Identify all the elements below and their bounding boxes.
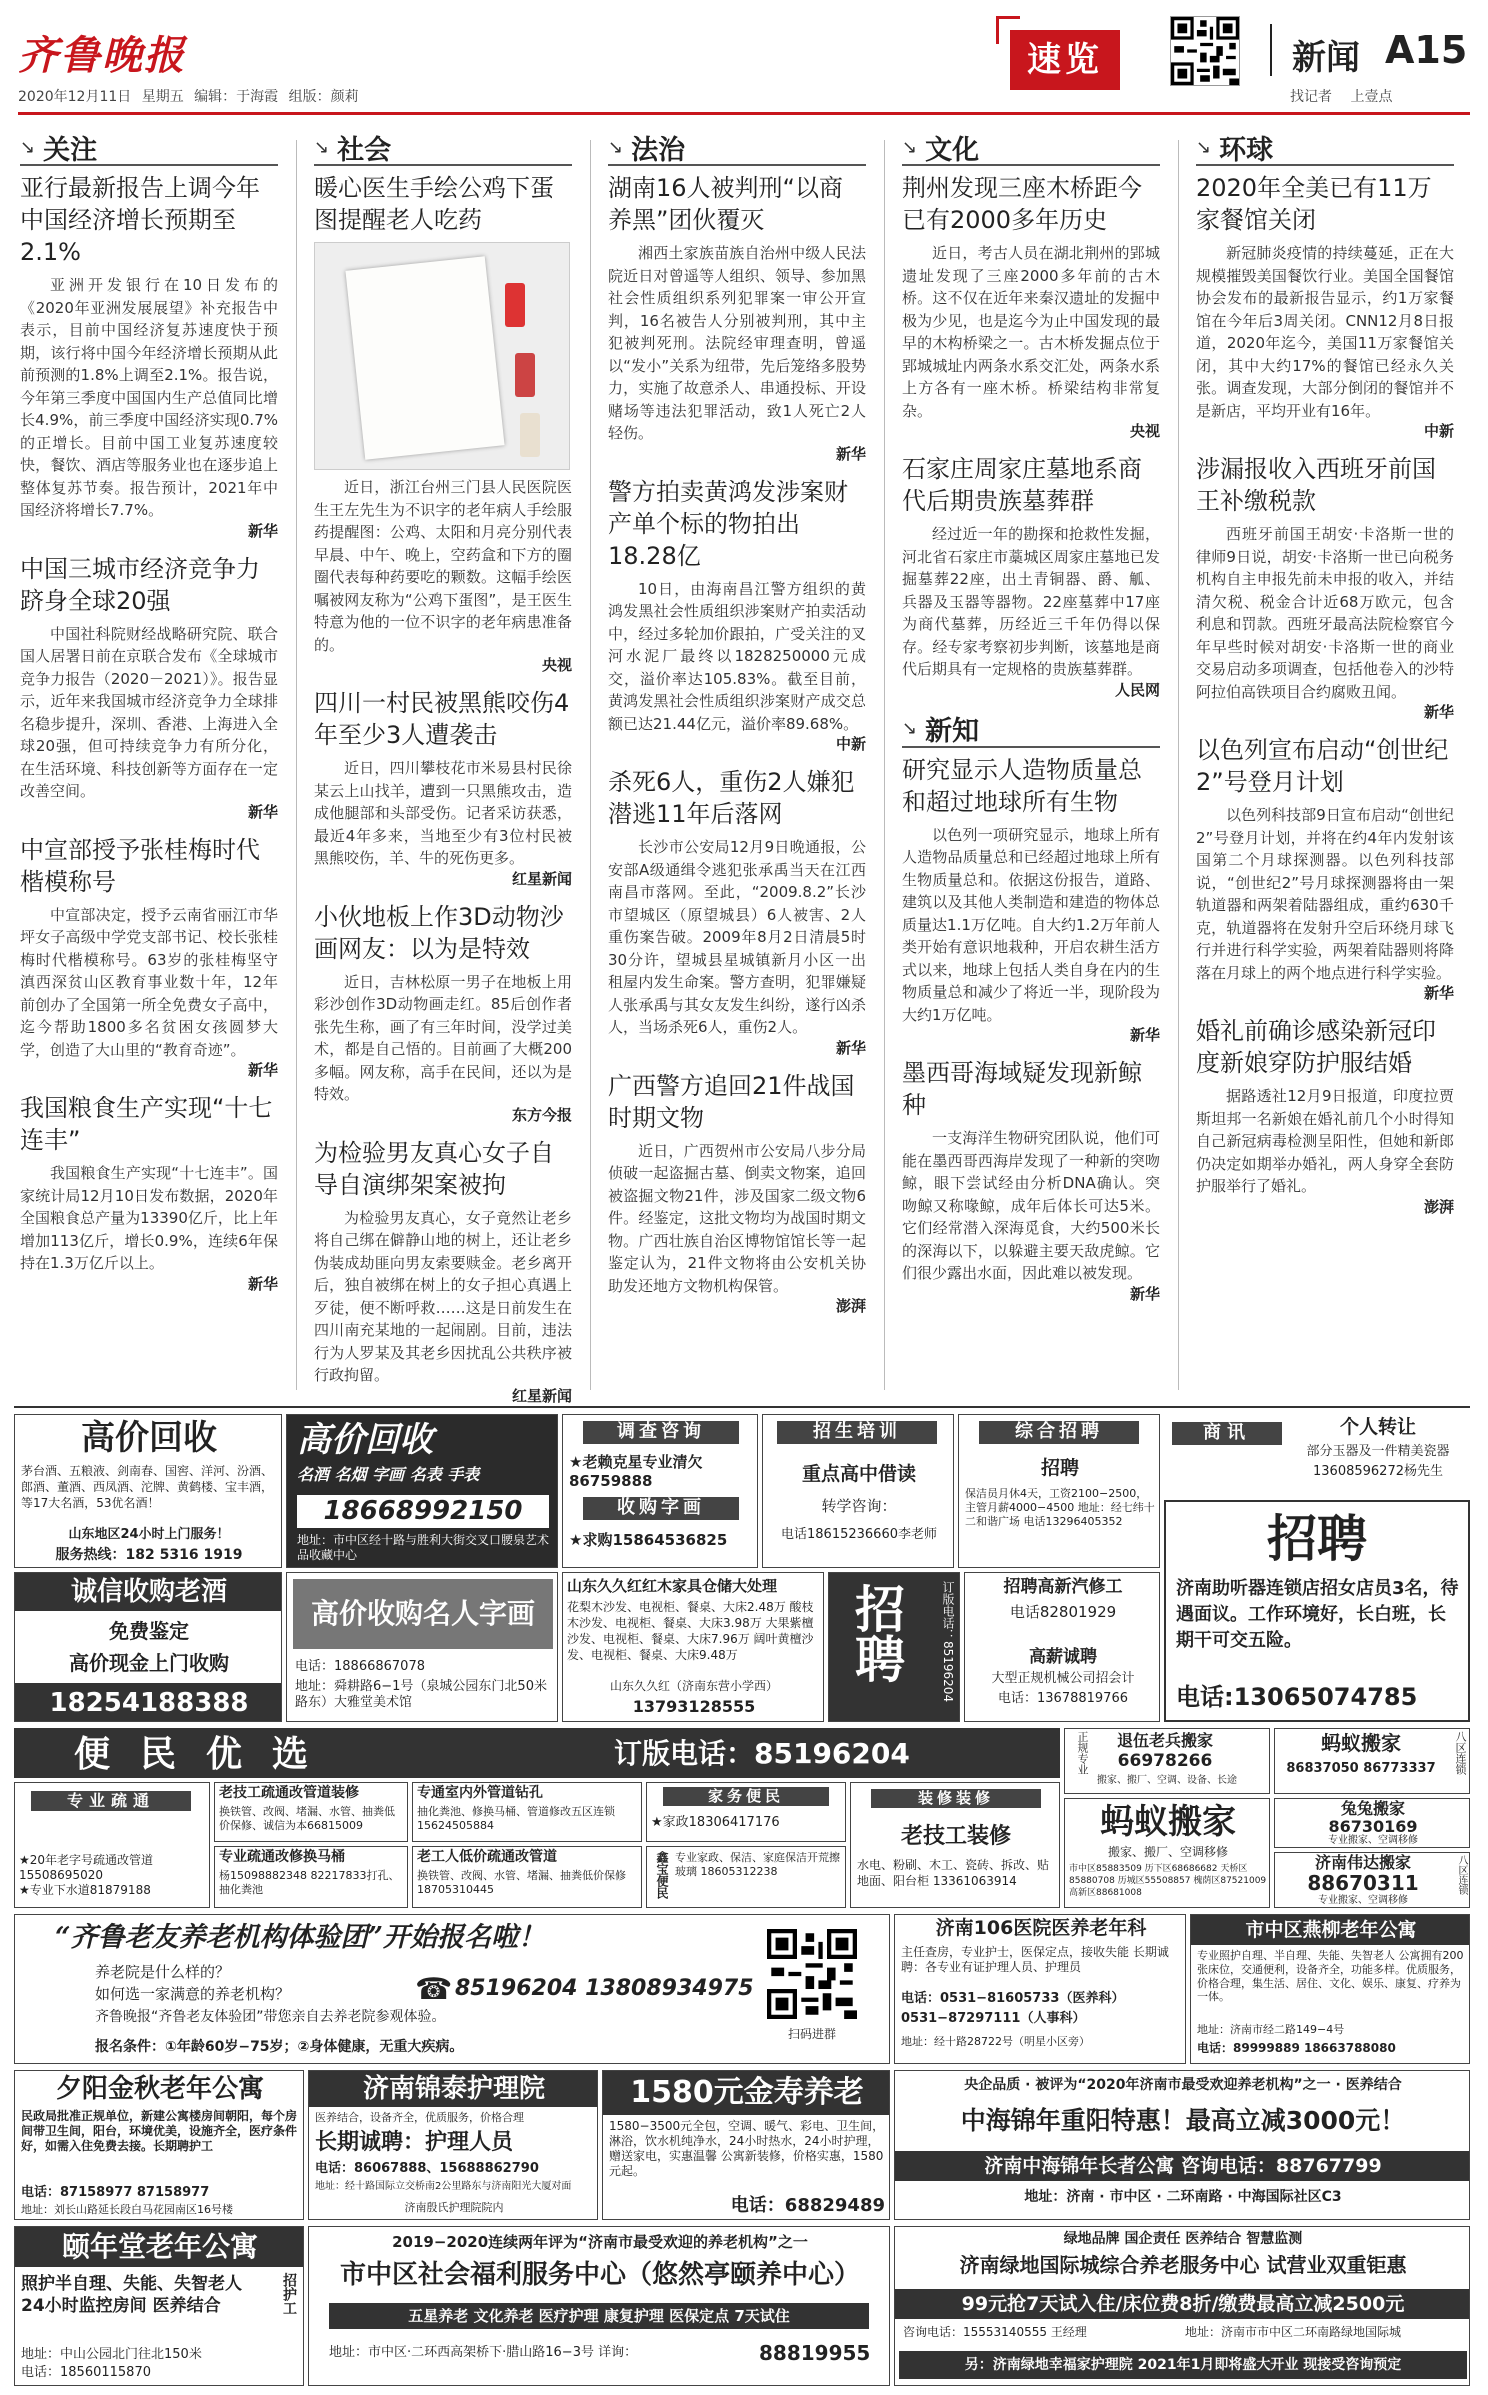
article-source: 新华 (1423, 703, 1454, 721)
article-title: 湖南16人被判刑“以商养黑”团伙覆灭 (608, 174, 843, 234)
ad-line: 养老院是什么样的？ (95, 1963, 231, 1981)
ad-phone: 13608596272杨先生 (1313, 1464, 1443, 1479)
article-source: 央视 (1129, 422, 1160, 440)
ad-label: 家务便民 (663, 1787, 829, 1806)
article-title: 以色列宣布启动“创世纪2”号登月计划 (1196, 736, 1449, 796)
section-header (20, 130, 278, 166)
ad-badge: 招聘 (847, 1583, 905, 1683)
ad-head: 招聘高新汽修工 (1003, 1577, 1123, 1597)
section-header (902, 130, 1160, 166)
article-body: 为检验男友真心，女子竟然让老乡将自己绑在僻静山地的树上，还让老乡伪装成劫匪向男友索要赎金。老乡离开后，独自被绑在树上的女子担心真遇上歹徒，便不断呼救……这是日前发生在四川南充某地的一起闹剧。目前，违法行为人罗某及其老乡因扰乱公共秩序被行政拘留。 (314, 1208, 572, 1384)
designer: 组版：颜莉 (288, 89, 359, 105)
ad-head: 招聘 (1267, 1509, 1367, 1568)
article[interactable] (314, 1137, 572, 1406)
article-source: 新华 (1129, 1284, 1160, 1303)
section-header (608, 130, 866, 166)
ad-addr: 地址：市中区·二环西高架桥下·腊山路16−3号 详询： (329, 2345, 638, 2360)
article-title: 中宣部授予张桂梅时代楷模称号 (20, 835, 260, 896)
issue-date: 2020年12月11日 (18, 89, 132, 105)
ad-line: ★求购15864536825 (569, 1531, 728, 1549)
ad-phone: 订版电话：85196204 (614, 1737, 910, 1770)
ad-tag: 八区连锁 (1456, 1855, 1467, 1895)
ad-addr: 地址：济南市经二路149−4号 (1197, 2023, 1345, 2036)
ad-phone: 18668992150 (297, 1495, 549, 1528)
ad-line: 99元抢7天试入住/床位费8折/缴费最高立减2500元 (895, 2289, 1470, 2319)
article-source: 中新 (1423, 422, 1454, 440)
section-title: 法治 (631, 134, 686, 166)
ad-title: 专通室内外管道钻孔 (417, 1785, 543, 1801)
ad-title: 老技工装修 (900, 1824, 1011, 1849)
arrow-icon: ↘ (1196, 136, 1212, 158)
ad-repair-2[interactable] (412, 1782, 642, 1842)
header-info (18, 86, 359, 106)
ad-body: 保洁员月休4天，工资2100−2500，主管月薪4000−4500 地址：经七纬十二和谐广场 电话13296405352 (965, 1487, 1155, 1528)
ad-banner-convenience[interactable] (14, 1728, 1060, 1778)
article[interactable] (608, 766, 866, 1058)
ad-body: 大型正规机械公司招会计 (991, 1671, 1135, 1686)
article-title: 为检验男友真心女子自导自演绑架案被拘 (314, 1138, 554, 1199)
ad-line: 绿地品牌 国企责任 医养结合 智慧监测 (1063, 2231, 1303, 2247)
medicine-box-image (520, 413, 540, 457)
ad-head: 招聘 (1040, 1457, 1079, 1479)
ad-phone: 咨询电话：15553140555 王经理 (903, 2325, 1087, 2339)
medicine-chart-photo (314, 242, 570, 470)
ad-items: 五星养老 文化养老 医疗护理 康复护理 医保定点 7天试住 (329, 2303, 869, 2329)
article[interactable] (20, 553, 278, 822)
ad-label: 综合招聘 (979, 1421, 1139, 1444)
article[interactable] (314, 687, 572, 889)
ad-title: 济南锦泰护理院 (309, 2071, 598, 2107)
ad-jintai-nursing[interactable] (308, 2070, 598, 2220)
article-title: 小伙地板上作3D动物沙画网友：以为是特效 (314, 902, 564, 963)
ad-auto-repair[interactable] (964, 1572, 1160, 1722)
ad-yanliu-apartment[interactable] (1190, 1914, 1470, 2064)
ad-phone: 0531−87297111（人事科） (901, 2011, 1086, 2026)
ad-xiyang-apartment[interactable] (14, 2070, 304, 2220)
article[interactable] (608, 476, 866, 755)
article-body: 中国社科院财经战略研究院、联合国人居署日前在京联合发布《全球城市竞争力报告（2020－2021）》。报告显示，近年来我国城市经济竞争力全球排名稳步提升，深圳、香港、上海进入全球20强，但可持续竞争力有所分化，在生活环境、科技创新等方面存在一定改善空间。 (20, 624, 278, 800)
article-source: 新华 (1129, 1026, 1160, 1044)
ad-phone: 电话：68829489 (730, 2195, 885, 2216)
ad-cleaning[interactable] (646, 1846, 846, 1908)
header-divider (1270, 24, 1272, 76)
ad-phone: 86730169 (1328, 1817, 1418, 1836)
article[interactable] (20, 1092, 278, 1294)
ad-recruit-badge[interactable] (828, 1572, 960, 1722)
ad-tag: 招护工 (281, 2273, 297, 2315)
article-source: 澎湃 (835, 1297, 866, 1315)
article-source: 新华 (247, 1274, 278, 1293)
ad-title: 蚂蚁搬家 (1321, 1731, 1401, 1755)
header-rule (18, 112, 1470, 115)
ad-line: 2019−2020连续两年评为“济南市最受欢迎的养老机构”之一 (392, 2233, 808, 2251)
ad-title: 市中区燕柳老年公寓 (1191, 1915, 1470, 1945)
article-source: 新华 (835, 1038, 866, 1057)
arrow-icon: ↘ (608, 136, 624, 158)
page-number: A15 (1385, 28, 1468, 72)
ad-line: 齐鲁晚报“齐鲁老友体验团”带您亲自去养老院参观体验。 (95, 2009, 446, 2025)
ad-welfare-center[interactable] (308, 2226, 890, 2386)
ad-recruit[interactable] (958, 1414, 1160, 1568)
reporter-action: 上壹点 (1350, 89, 1393, 105)
article-source: 央视 (541, 656, 572, 674)
ad-phone: 85196204 13808934975 (455, 1976, 754, 2001)
ad-phone: 88819955 (759, 2341, 871, 2365)
ad-phone: 电话：18560115870 (21, 2365, 151, 2380)
article-title: 荆州发现三座木桥距今已有2000多年历史 (902, 174, 1142, 234)
weekday: 星期五 (141, 89, 184, 105)
ad-body: 部分玉器及一件精美瓷器 (1306, 1444, 1450, 1459)
section-badge: 速览 (1010, 30, 1120, 90)
ad-title: 中海锦年重阳特惠！最高立减3000元！ (960, 2106, 1406, 2135)
article-body: 我国粮食生产实现“十七连丰”。国家统计局12月10日发布数据，2020年全国粮食总产量为13390亿斤，比上年增加113亿斤，增长0.9%，连续6年保持在1.3万亿斤以上。 (20, 1164, 278, 1272)
ad-veteran-moving[interactable] (1064, 1728, 1270, 1794)
ad-head: 高薪诚聘 (1029, 1647, 1097, 1667)
ad-school[interactable] (762, 1414, 954, 1568)
article-title: 暖心医生手绘公鸡下蛋图提醒老人吃药 (314, 174, 554, 234)
ad-title: 济南106医院医养老年科 (935, 1917, 1147, 1939)
article-title: 婚礼前确诊感染新冠印度新娘穿防护服结婚 (1196, 1017, 1436, 1077)
masthead-logo: 齐鲁晚报 (18, 32, 186, 79)
ad-title: 高价回收 (297, 1420, 433, 1460)
ad-hearing-aid-recruit[interactable] (1164, 1500, 1470, 1722)
ad-body: 专业照护自理、半自理、失能、失智老人 公寓拥有200张床位，交通便利，设备齐全，功能多样。优质服务，价格合理，集生活、居住、文化、娱乐、康复、疗养为一体。 (1197, 1949, 1464, 2004)
ad-body: 花梨木沙发、电视柜、餐桌、大床2.48万 酸枝木沙发、电视柜、餐桌、大床3.98万 大果紫檀沙发、电视柜、餐桌、大床7.96万 阔叶黄檀沙发、电视柜、餐桌、大床9.48万 (567, 1600, 814, 1662)
arrow-icon: ↘ (314, 136, 330, 158)
reporter-slogan (1290, 86, 1392, 106)
ad-body: 水电、粉刷、木工、瓷砖、拆改、贴地面、阳台柜 13361063914 (857, 1858, 1050, 1888)
column-society (308, 130, 578, 1405)
ad-phone: 88670311 (1307, 1871, 1419, 1895)
ad-old-liquor[interactable] (14, 1572, 282, 1722)
ad-label: 专业疏通 (31, 1791, 191, 1811)
article[interactable] (20, 834, 278, 1081)
ad-line: 转学咨询： (821, 1497, 897, 1515)
ad-liquor-recycle[interactable] (14, 1414, 282, 1568)
ad-label: 调查咨询 (583, 1421, 739, 1444)
article-source: 人民网 (1114, 680, 1160, 699)
ad-addr: 地址：经十路国际立交桥南2公里路东与济南阳光大厦对面 (315, 2181, 572, 2192)
ad-line: ★专业下水道81879188 (19, 1883, 151, 1897)
ad-line: 报名条件：①年龄60岁−75岁；②身体健康，无重大疾病。 (95, 2039, 464, 2055)
ad-line: 高价现金上门收购 (69, 1651, 229, 1675)
article[interactable] (902, 1057, 1160, 1304)
ad-phone: 电话：18866867078 (295, 1659, 425, 1674)
article[interactable] (1196, 734, 1454, 1003)
ad-ant-moving-big[interactable] (1064, 1798, 1270, 1908)
article-source: 红星新闻 (511, 1386, 572, 1405)
arrow-icon: ↘ (902, 136, 918, 158)
editor: 编辑：于海霞 (194, 89, 279, 105)
article[interactable] (1196, 1015, 1454, 1217)
ad-title: 退伍老兵搬家 (1116, 1731, 1213, 1750)
article[interactable] (902, 453, 1160, 700)
column-world (1190, 130, 1460, 1395)
ad-line: ★老赖克星专业清欠 86759888 (569, 1453, 703, 1490)
ad-label: 商讯 (1172, 1422, 1282, 1445)
qr-caption: 扫码进群 (787, 2027, 836, 2041)
ad-title: 便民优选 (74, 1733, 339, 1775)
article[interactable] (314, 901, 572, 1125)
article-title: 广西警方追回21件战国时期文物 (608, 1071, 855, 1132)
ad-title: 山东久久红红木家具仓储大处理 (567, 1577, 778, 1595)
ad-body: 1580−3500元全包，空调、暖气、彩电、卫生间，淋浴，饮水机纯净水，24小时热水，24小时护理，赠送家电，实惠温馨 公寓新装修，价格实惠，1580元起。 (609, 2119, 885, 2178)
ad-phone: 电话18615236660李老师 (781, 1527, 937, 1542)
ad-title: 颐年堂老年公寓 (15, 2227, 304, 2267)
article-body: 近日，吉林松原一男子在地板上用彩沙创作3D动物画走红。85后创作者张先生称，画了有三年时间，没学过美术，都是自己悟的。目前画了大概200多幅。网友称，高手在民间，还以为是特效。 (314, 972, 572, 1103)
ad-title: 老工人低价疏通改管道 (417, 1849, 557, 1865)
reporter-text: 找记者 (1290, 89, 1332, 105)
article[interactable] (314, 172, 572, 675)
article-title: 2020年全美已有11万家餐馆关闭 (1196, 174, 1432, 234)
ad-name: 济南中海锦年长者公寓 咨询电话：88767799 (895, 2151, 1470, 2181)
article-source: 澎湃 (1423, 1197, 1454, 1216)
ad-line: ★20年老字号疏通改管道 15508695020 (19, 1853, 154, 1882)
ad-sub: 搬家、搬厂、空调移修 (1107, 1845, 1228, 1859)
ad-addr: 地址：济南市市中区二环南路绿地国际城 (1185, 2325, 1402, 2339)
ad-phone: 18254188388 (15, 1683, 282, 1722)
ad-phone: 66978266 (1117, 1751, 1213, 1771)
ad-head: 长期诚聘：护理人员 (315, 2130, 514, 2155)
ad-title: 市中区社会福利服务中心（悠然亭颐养中心） (339, 2260, 860, 2290)
ad-high-price-recycle[interactable] (286, 1414, 558, 1568)
article-body: 近日，四川攀枝花市米易县村民徐某云上山找羊，遭到一只黑熊攻击，造成他腿部和头部受伤。记者采访获悉，最近4年多来，当地至少有3位村民被黑熊咬伤，羊、牛的死伤更多。 (314, 759, 572, 867)
qr-code-icon[interactable] (1170, 16, 1240, 86)
ad-body: 杨15098882348 82217833打孔、抽化粪池 (219, 1869, 400, 1896)
ad-body: 照护半自理、失能、失智老人 24小时监控房间 医养结合 (21, 2274, 242, 2316)
article-body: 西班牙前国王胡安·卡洛斯一世的律师9日说，胡安·卡洛斯一世已向税务机构自主申报先前未申报的收入，并结清欠税、税金合计近68万欧元，包含利息和罚款。西班牙最高法院检察官今年早些时候对胡安·卡洛斯一世的商业交易启动多项调查，包括他卷入的沙特阿拉伯高铁项目合约腐败丑闻。 (1196, 525, 1454, 701)
ad-phone: 服务热线：182 5316 1919 (55, 1547, 243, 1563)
section-header (1196, 130, 1454, 166)
ad-line: 央企品质 · 被评为“2020年济南市最受欢迎养老机构”之一 · 医养结合 (964, 2077, 1402, 2093)
article-source: 新华 (835, 444, 866, 463)
ad-calligraphy[interactable] (286, 1572, 558, 1722)
article-source: 新华 (247, 521, 278, 540)
ad-addr: 地址：舜耕路6−1号（泉城公园东门北50米路东）大雅堂美术馆 (295, 1679, 547, 1711)
ad-addr: 地址：刘长山路延长段白马花园南区16号楼 (21, 2203, 233, 2216)
article-source: 新华 (247, 802, 278, 821)
medicine-box-image (505, 283, 525, 327)
article[interactable] (1196, 453, 1454, 722)
ad-title: 高价回收 (81, 1418, 217, 1458)
ad-body: 济南助听器连锁店招女店员3名，待遇面议。工作环境好，长白班，长期干可交五险。 (1176, 1578, 1459, 1651)
ad-sub: 搬家、搬厂、空调、设备、长途 (1097, 1775, 1237, 1786)
ad-investigation[interactable] (562, 1414, 758, 1568)
ad-phone: 电话:13065074785 (1176, 1683, 1418, 1711)
article-title: 涉漏报收入西班牙前国王补缴税款 (1196, 455, 1436, 515)
hand-drawn-chart-image (345, 256, 504, 460)
article-title: 杀死6人，重伤2人嫌犯潜逃11年后落网 (608, 768, 855, 828)
ad-phone: 电话：89999889 18663788080 (1197, 2041, 1396, 2055)
arrow-icon: ↘ (20, 136, 36, 158)
article[interactable] (20, 172, 278, 541)
ad-phone: 13793128555 (632, 1697, 756, 1716)
article-body: 经过近一年的勘探和抢救性发掘，河北省石家庄市藁城区周家庄墓地已发掘墓葬22座，出土青铜器、爵、觚、兵器及玉器等器物。22座墓葬中17座为商代墓葬，历经近三千年仍得以保存。经专家考察初步判断，该墓地是商代后期具有一定规格的贵族墓葬群。 (902, 525, 1160, 678)
ad-tag: 八区连锁 (1454, 1731, 1467, 1775)
ad-ant-moving[interactable] (1274, 1728, 1470, 1794)
ad-body: 抽化粪池、修换马桶、管道修改五区连锁 15624505884 (417, 1805, 615, 1832)
ad-phone: 电话：86067888、15688862790 (315, 2161, 539, 2176)
ad-title: 夕阳金秋老年公寓 (55, 2074, 264, 2104)
article-body: 10日，由海南昌江警方组织的黄鸿发黑社会性质组织涉案财产拍卖活动中，经过多轮加价跟拍，广受关注的叉河水泥厂最终以1828250000元成交，溢价率达105.83%。截至目前，黄鸿发黑社会性质组织涉案财产成交总额已达21.44亿元，溢价率89.68%。 (608, 579, 866, 733)
ad-title: 1580元金寿养老 (603, 2071, 890, 2115)
ad-greenland-center[interactable] (894, 2226, 1470, 2386)
ad-body: 换铁管、改阀、水管、堵漏、抽粪低价保修 18705310445 (417, 1869, 626, 1896)
ad-title: 蚂蚁搬家 (1100, 1802, 1236, 1842)
arrow-icon: ↘ (902, 718, 918, 739)
ad-label: 收购字画 (583, 1497, 739, 1520)
article[interactable] (902, 172, 1160, 441)
article-body: 长沙市公安局12月9日晚通报，公安部A级通缉令逃犯张承禹当天在江西南昌市落网。至此，“2009.8.2”长沙市望城区（原望城县）6人被害、2人重伤案告破。2009年8月2日清晨5时30分许，望城县星城镇新月小区一出租屋内发生命案。警方查明，犯罪嫌疑人张承禹与其女友发生纠纷，遂行凶杀人，当场杀死6人，重伤2人。 (608, 838, 866, 1036)
article-body: 以色列一项研究显示，地球上所有人造物品质量总和已经超过地球上所有生物质量总和。依据这份报告，道路、建筑以及其他人类制造和建造的物体总质量达1.1万亿吨。自大约1.2万年前人类开始有意识地栽种，开启农耕生活方式以来，地球上包括人类自身在内的生物质量总和减少了将近一半，现阶段为大约1万亿吨。 (902, 825, 1160, 1024)
ad-label: 装修装修 (871, 1789, 1041, 1808)
ad-addr: 地址：济南 · 市中区 · 二环南路 · 中海国际社区C3 (1024, 2189, 1342, 2205)
section-title: 关注 (43, 134, 98, 166)
ad-hospital-106[interactable] (894, 1914, 1186, 2064)
ad-zhonghai-jinnian[interactable] (894, 2070, 1470, 2220)
ad-tag: 正规专业 (1076, 1731, 1089, 1775)
ad-rabbit-moving[interactable] (1274, 1798, 1470, 1848)
ad-sub: 名酒 名烟 字画 名表 手表 (297, 1465, 480, 1484)
ad-head: 重点高中借读 (801, 1463, 916, 1485)
article-source: 东方今报 (511, 1105, 572, 1124)
ad-region: 山东地区24小时上门服务！ (68, 1527, 230, 1542)
article-body: 据路透社12月9日报道，印度拉贾斯坦邦一名新娘在婚礼前几个小时得知自己新冠病毒检测呈阳性，但她和新郎仍决定如期举办婚礼，两人身穿全套防护服举行了婚礼。 (1196, 1087, 1454, 1195)
ad-repair-1[interactable] (214, 1782, 408, 1842)
ad-title: 高价收购名人字画 (293, 1579, 553, 1649)
article-source: 中新 (835, 735, 866, 753)
ad-title: 济南伟达搬家 (1314, 1853, 1411, 1872)
ad-phone: 订版电话：85196204 (941, 1581, 955, 1703)
ad-body: 民政局批准正规单位，新建公寓楼房间朝阳，每个房间带卫生间，阳台，环境优美，设施齐全，医疗条件好，如需入住免费去接。长期聘护工 (21, 2109, 298, 2153)
ad-body: 专业家政、保洁、家庭保洁开荒擦玻璃 18605312238 (675, 1851, 840, 1878)
ad-phone: 电话：87158977 87158977 (21, 2185, 210, 2200)
column-divider (590, 140, 591, 1390)
article-source: 红星新闻 (511, 869, 572, 888)
column-divider (296, 140, 297, 1390)
column-law (602, 130, 872, 1395)
ad-body: 市中区85883509 历下区68686682 天桥区85880708 历城区55508857 槐荫区87521009 高新区88681008 (1069, 1864, 1267, 1898)
article-title: 研究显示人造物质量总和超过地球所有生物 (902, 755, 1142, 816)
ad-renovation[interactable] (850, 1782, 1060, 1908)
article[interactable] (902, 754, 1160, 1046)
ad-line: 另：济南绿地幸福家护理院 2021年1月即将盛大开业 现接受咨询预定 (899, 2351, 1467, 2379)
ad-addr: 济南殷氏护理院院内 (404, 2201, 504, 2214)
section-title: 文化 (925, 134, 980, 166)
article-title: 四川一村民被黑熊咬伤4年至少3人遭袭击 (314, 689, 570, 749)
ad-line: ★家政18306417176 (651, 1815, 780, 1830)
article-body: 近日，浙江台州三门县人民医院医生王左先生为不识字的老年病人手绘服药提醒图：公鸡、太阳和月亮分别代表早晨、中午、晚上，空药盒和下方的圈圈代表每种药要吃的颗数。这幅手绘医嘱被网友称为“公鸡下蛋图”，是王医生特意为他的一位不识字的老年病患准备的。 (314, 478, 572, 654)
ad-body: 主任查房，专业护士，医保定点，接收失能 长期诚聘：各专业有证护理人员、护理员 (901, 1945, 1169, 1974)
ad-sub: 医养结合，设备齐全，优质服务，价格合理 (315, 2111, 524, 2124)
ad-title: “齐鲁老友养老机构体验团”开始报名啦！ (55, 1922, 546, 1953)
ad-addr: 地址：市中区经十路与胜利大街交叉口腰泉艺术品收藏中心 (297, 1533, 550, 1562)
ad-addr: 山东久久红（济南东营小学西） (609, 1679, 778, 1693)
qr-code-icon[interactable] (767, 1929, 857, 2019)
article-body: 湘西土家族苗族自治州中级人民法院近日对曾遥等人组织、领导、参加黑社会性质组织系列犯罪案一审公开宣判，16名被告人分别被判刑，其中主犯被判死刑。法院经审理查明，曾遥以“发小”关系为纽带，先后笼络多股势力，实施了故意杀人、串通投标、开设赌场等违法犯罪活动，致1人死亡2人轻伤。 (608, 244, 866, 442)
ad-body: 换铁管、改阀、堵漏、水管、抽粪低价保修、诚信为本66815009 (219, 1805, 395, 1832)
article-body: 一支海洋生物研究团队说，他们可能在墨西哥西海岸发现了一种新的突吻鲸，眼下尝试经由分析DNA确认。突吻鲸又称喙鲸，成年后体长可达5米。它们经常潜入深海觅食，大约500米长的深海以下，以躲避主要天敌虎鲸。它们很少露出水面，因此难以被发现。 (902, 1129, 1160, 1282)
ad-yinian-apartment[interactable] (14, 2226, 304, 2386)
medicine-box-image (515, 353, 535, 397)
ad-phone: 电话：0531−81605733（医养科） (901, 1991, 1125, 2006)
article-title: 中国三城市经济竞争力跻身全球20强 (20, 554, 260, 615)
article-title: 墨西哥海域疑发现新鲸种 (902, 1059, 1142, 1119)
article-title: 亚行最新报告上调今年中国经济增长预期至2.1% (20, 174, 260, 266)
column-divider (1178, 140, 1179, 1390)
ads-separator (14, 1406, 1470, 1408)
section-title: 新知 (925, 716, 980, 747)
column-culture-science (896, 130, 1166, 1395)
ad-title: 兔兔搬家 (1340, 1799, 1405, 1818)
ad-pipe-dredge[interactable] (14, 1782, 210, 1908)
article-title: 我国粮食生产实现“十七连丰” (20, 1094, 273, 1154)
ad-body: 茅台酒、五粮液、剑南春、国窖、洋河、汾酒、郎酒、董酒、西凤酒、沱牌、黄鹤楼、宝丰酒，等17大名酒，53优名酒！ (21, 1464, 274, 1510)
ad-furniture[interactable] (562, 1572, 824, 1722)
ad-line: 如何选一家满意的养老机构？ (95, 1985, 291, 2003)
article-body: 中宣部决定，授予云南省丽江市华坪女子高级中学党支部书记、校长张桂梅时代楷模称号。63岁的张桂梅坚守滇西深贫山区教育事业数十年，12年前创办了全国第一所全免费女子高中，迄今帮助1800多名贫困女孩圆梦大学，创造了大山里的“教育奇迹”。 (20, 905, 278, 1059)
ad-title: 老技工疏通改管道装修 (219, 1785, 359, 1801)
ad-label: 鑫宝便民 (655, 1851, 669, 1899)
section-title: 社会 (337, 134, 392, 166)
article-body: 以色列科技部9日宣布启动“创世纪2”号登月计划，并将在约4年内发射该国第二个月球探测器。以色列科技部说，“创世纪2”号月球探测器将由一架轨道器和两架着陆器组成，重约630千克，轨道器将在发射升空后环绕月球飞行并进行科学实验，两架着陆器则将降落在月球上的两个地点进行科学实验。 (1196, 806, 1454, 982)
article-body: 近日，考古人员在湖北荆州的郢城遗址发现了三座2000多年前的古木桥。这不仅在近年来秦汉遗址的发掘中极为少见，也是迄今为止中国发现的最早的木构桥梁之一。古木桥发掘点位于郢城城址内两条水系交汇处，两条水系上方各有一座木桥。桥梁结构非常复杂。 (902, 244, 1160, 420)
ad-title: 诚信收购老酒 (15, 1573, 282, 1611)
article-source: 新华 (247, 1061, 278, 1079)
section-title: 环球 (1219, 134, 1274, 166)
article-body: 新冠肺炎疫情的持续蔓延，正在大规模摧毁美国餐饮行业。美国全国餐馆协会发布的最新报告显示，约1万家餐馆在今年后3周关闭。CNN12月8日报道，2020年迄今，美国11万家餐馆关闭，其中大约17%的餐馆已经永久关张。调查发现，大部分倒闭的餐馆并不是新店，平均开业有16年。 (1196, 244, 1454, 420)
ad-addr: 地址：经十路28722号（明星小区旁） (901, 2035, 1090, 2048)
ad-repair-4[interactable] (412, 1846, 642, 1908)
section-name: 新闻 (1292, 38, 1360, 78)
article[interactable] (1196, 172, 1454, 441)
ad-housekeeping[interactable] (646, 1782, 846, 1842)
phone-icon: ☎ (415, 1972, 453, 2007)
ad-addr: 地址：中山公园北门往北150米 (21, 2347, 202, 2362)
article[interactable] (608, 1070, 866, 1317)
article-title: 石家庄周家庄墓地系商代后期贵族墓葬群 (902, 455, 1142, 515)
section-header (314, 130, 572, 166)
article[interactable] (608, 172, 866, 464)
column-divider (884, 140, 885, 1390)
section-header (902, 712, 1160, 748)
ad-title: 济南绿地国际城综合养老服务中心 试营业双重钜惠 (959, 2253, 1407, 2277)
column-focus (14, 130, 284, 1395)
article-body: 亚洲开发银行在10日发布的《2020年亚洲发展展望》补充报告中表示，目前中国经济复苏速度快于预期，该行将中国今年经济增长预期从此前预测的1.8%上调至2.1%。报告说，今年第三季度中国国内生产总值同比增长4.9%，前三季度中国经济实现0.7%的正增长。目前中国工业复苏速度较快，餐饮、酒店等服务业也在逐步追上整体复苏节奏。报告预计，2021年中国经济将增长7.7%。 (20, 276, 278, 519)
ad-repair-3[interactable] (214, 1846, 408, 1908)
ad-jinshou[interactable] (602, 2070, 890, 2220)
ad-sub: 专业搬家、空调移修 (1328, 1835, 1418, 1846)
article-body: 近日，广西贺州市公安局八步分局侦破一起盗掘古墓、倒卖文物案，追回被盗掘文物21件，涉及国家二级文物6件。经鉴定，这批文物均为战国时期文物。广西壮族自治区博物馆馆长等一起鉴定认为，21件文物将由公安机关协助发还地方文物机构保管。 (608, 1141, 866, 1295)
article-source: 新华 (1423, 984, 1454, 1002)
ad-phone: 电话82801929 (1009, 1603, 1117, 1621)
ad-elderly-tour[interactable] (14, 1914, 890, 2064)
ad-phone: 86837050 86773337 (1286, 1761, 1436, 1776)
ad-label: 招生培训 (777, 1421, 937, 1444)
ad-weida-moving[interactable] (1274, 1852, 1470, 1908)
article-title: 警方拍卖黄鸿发涉案财产单个标的物拍出18.28亿 (608, 477, 848, 570)
ad-head: 个人转让 (1339, 1416, 1416, 1438)
ad-title: 专业疏通改修换马桶 (219, 1849, 345, 1865)
ad-line: 免费鉴定 (109, 1619, 189, 1643)
ad-phone: 电话：13678819766 (998, 1691, 1128, 1706)
ad-sub: 专业搬家、空调移修 (1318, 1895, 1408, 1906)
